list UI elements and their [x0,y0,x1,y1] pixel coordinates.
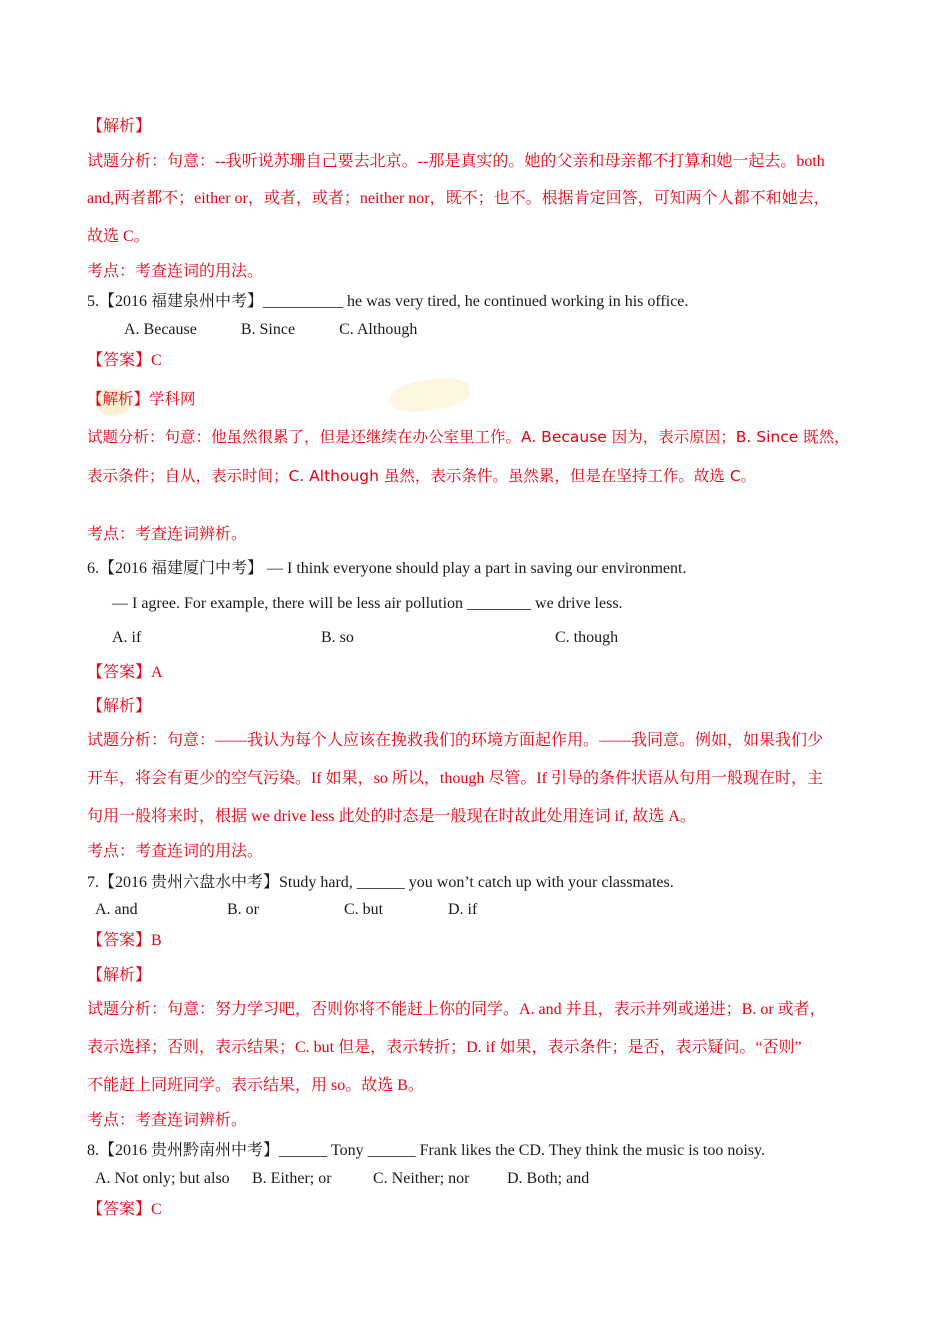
analysis-text: 试题分析：句意：他虽然很累了，但是还继续在办公室里工作。A. Because 因为，表示原因；B. Since 既然， [87,428,850,446]
analysis-text: and,两者都不；either or，或者，或者；neither nor，既不；也不。根据肯定回答，可知两个人都不和她去， [87,190,830,207]
analysis-text: 不能赶上同班同学。表示结果，用 so。故选 B。 [87,1077,424,1094]
answer: 【答案】B [87,932,162,949]
analysis-text: 试题分析：句意：努力学习吧，否则你将不能赶上你的同学。A. and 并且，表示并列或递进；B. or 或者， [87,1001,826,1018]
analysis-heading: 【解析】 [87,967,152,984]
question-5-stem: 5.【2016 福建泉州中考】__________ he was very tired, he continued working in his office. [87,293,689,310]
option-b: B. so [321,629,354,646]
exam-point: 考点：考查连词的用法。 [87,843,264,860]
option-b: B. Either; or [252,1170,332,1187]
analysis-text: 开车，将会有更少的空气污染。If 如果，so 所以，though 尽管。If 引导的条件状语从句用一般现在时，主 [87,770,823,787]
option-d: D. Both; and [507,1170,590,1187]
analysis-text: 试题分析：句意：--我听说苏珊自己要去北京。--那是真实的。她的父亲和母亲都不打算和她一起去。both [87,153,825,170]
option-c: C. Neither; nor [373,1170,470,1187]
question-6-reply: — I agree. For example, there will be less air pollution ________ we drive less. [112,595,623,612]
analysis-text: 故选 C。 [87,228,150,245]
analysis-heading: 【解析】 [87,118,152,135]
analysis-text: 表示条件；自从，表示时间；C. Although 虽然，表示条件。虽然累，但是在坚持工作。故选 C。 [87,467,757,485]
analysis-text: 句用一般将来时，根据 we drive less 此处的时态是一般现在时故此处用连词 if, 故选 A。 [87,808,696,825]
option-d: D. if [448,901,478,918]
question-8-stem: 8.【2016 贵州黔南州中考】______ Tony ______ Frank likes the CD. They think the music is too noisy. [87,1142,765,1159]
exam-point: 考点：考查连词辨析。 [87,526,248,543]
exam-point: 考点：考查连词辨析。 [87,1112,248,1129]
answer: 【答案】C [87,1201,162,1218]
analysis-heading: 【解析】学科网 [87,390,196,408]
answer: 【答案】C [87,352,162,369]
exam-point: 考点：考查连词的用法。 [87,263,264,280]
watermark-logo [388,375,471,416]
option-c: C. but [344,901,384,918]
option-b: B. or [227,901,259,918]
option-c: C. though [555,629,619,646]
option-a: A. and [95,901,138,918]
analysis-text: 表示选择；否则，表示结果；C. but 但是，表示转折；D. if 如果，表示条件；是否，表示疑问。“否则” [87,1039,802,1056]
analysis-text: 试题分析：句意：——我认为每个人应该在挽救我们的环境方面起作用。——我同意。例如，如果我们少 [87,732,824,749]
option-a: A. if [112,629,142,646]
answer: 【答案】A [87,664,163,681]
question-5-options: A. Because B. Since C. Although [124,321,418,338]
option-a: A. Not only; but also [95,1170,230,1187]
question-6-stem: 6.【2016 福建厦门中考】 — I think everyone should play a part in saving our environment. [87,560,687,577]
analysis-heading: 【解析】 [87,698,152,715]
question-7-stem: 7.【2016 贵州六盘水中考】Study hard, ______ you won’t catch up with your classmates. [87,874,674,891]
